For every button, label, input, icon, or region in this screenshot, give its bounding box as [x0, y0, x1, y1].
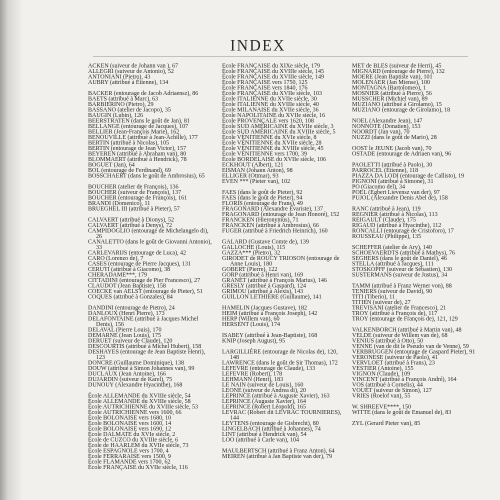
index-entry: VERBRUGGEN (entourage de Gaspard Pieter), 91 — [352, 348, 476, 355]
index-letter-group — [222, 448, 348, 459]
index-entry: ISABEY (attribué à Jean-Baptiste), 168 — [222, 331, 318, 339]
index-entry: TAMM (attribué à Franz Werner von), 88 — [352, 282, 452, 289]
index-entry: OSTADE (entourage de Adriaen van), 96 — [352, 150, 452, 157]
index-entry: GRESLY (attribué à Gaspard), 124 — [222, 282, 306, 289]
index-letter-group — [222, 349, 348, 443]
index-entry: SCHOEVAERDTS (attribué à Mathys), 76 — [352, 249, 456, 256]
index-entry: CERUTI (attribué à Giacomo), 38 — [88, 265, 171, 273]
index-entry: TITI (Tiberio), 11 — [352, 293, 396, 300]
index-entry: CALVAERT (attribué à Denys), 72 — [88, 221, 173, 229]
index-entry: POEL (Egbert Lievensz van der), 97 — [352, 188, 440, 196]
index-entry: STELLA (attribué à Jacques), 111 — [352, 260, 434, 267]
index-entry: École MILANAISE du XVIIe siècle, 36 — [222, 106, 319, 113]
index-entry: DUCLAUX (Jean Antoine), 166 — [88, 370, 166, 377]
index-letter-group — [352, 162, 478, 201]
index-entry: PIGNONI (attribué à Simone), 31 — [352, 177, 434, 185]
index-entry: EVEN *** (Pieter van), 102 — [222, 177, 291, 185]
index-entry: CARO (Lorenzo de), 7 — [88, 254, 144, 262]
index-entry: BELLANGE (entourage de Jacques), 107 — [88, 122, 189, 130]
index-entry: MUZIANO (attribué à Girolamo), 15 — [352, 100, 442, 108]
index-letter-group — [352, 421, 478, 427]
index-entry: DANLOUX (Henri Pierre), 173 — [88, 309, 165, 317]
index-entry: École BOLONAISE vers 1600, 14 — [88, 419, 172, 427]
index-entry: VOS (attribué à Cornelis), 44 — [352, 381, 423, 388]
index-entry: ACKEN (suiveur de Johann van ), 67 — [88, 63, 179, 69]
index-entry: GALARD (Gustave Comte de), 139 — [222, 238, 309, 245]
index-letter-group — [352, 283, 478, 322]
index-entry: NOEL (Alexandre Jean), 147 — [352, 117, 423, 124]
index-entry: LARGILLIÈRE (entourage de Nicolas de), 120, 148 — [222, 348, 338, 361]
index-entry: École FERRARAISE vers 1500, 9 — [88, 452, 171, 460]
index-entry: GUILLON LETHIÈRE (Guillaume), 141 — [222, 293, 322, 300]
index-entry: ECKHOUT (Albert), 121 — [222, 161, 284, 168]
index-entry: BERTIN (entourage de Jean Victor), 157 — [88, 144, 187, 152]
index-entry: CARLEVARIJS (entourage de Luca), 42 — [88, 249, 187, 256]
index-entry: MET de BLES (suiveur de Herri), 45 — [352, 63, 442, 69]
index-entry: HEIM (attribué à François Joseph), 142 — [222, 309, 318, 317]
index-letter-group — [88, 91, 214, 179]
index-entry: MONTAGNA (Bartolomeo), 1 — [352, 84, 427, 91]
index-entry: REGNIER (attribué à Nicolas), 113 — [352, 210, 438, 218]
index-entry: GAZZA*** (Pietro), 32 — [222, 249, 281, 256]
index-entry: FLORIS (entourage de Frans), 49 — [222, 199, 303, 207]
index-entry: MUSSCHER (Michiel van), 89 — [352, 95, 428, 102]
index-entry: École AUTRICHIENNE vers 1600, 66 — [88, 408, 182, 416]
index-entry: ALLEGRI (suiveur de Antonio), 52 — [88, 67, 174, 75]
index-entry: École NAPOLITAINE du XVIIe siècle, 16 — [222, 111, 326, 119]
index-entry: École de HAARLEM du XVIIe siècle, 73 — [88, 441, 189, 449]
index-letter-group — [222, 63, 348, 184]
index-entry: LEONE (suiveur de Andrea di), 20 — [222, 386, 306, 394]
index-entry: CASES (entourage de Pierre Jacques), 131 — [88, 260, 191, 267]
index-entry: École FRANÇAISE vers 1750, 125 — [222, 78, 308, 86]
index-entry: VOUET (suiveur de Simon), 127 — [352, 386, 432, 394]
index-entry: École BOLONAISE vers 1680, 10 — [88, 414, 172, 421]
index-entry: VERONESE (suiveur de Paolo), 41 — [352, 353, 438, 361]
index-entry: CANALETTO (dans le goût de Giovanni Antonio), 33 — [88, 238, 212, 251]
index-entry: COQUES (attribué à Gonzales), 84 — [88, 293, 173, 300]
index-entry: LAWRENCE (dans le goût de Sir Thomas), 172 — [222, 359, 338, 366]
index-entry: École FRANÇAISE du XVIIIe siècle, 149 — [222, 73, 324, 80]
index-entry: SEGHERS (dans le goût de Daniel), 46 — [352, 254, 447, 262]
index-entry: FAES (dans le goût de Pieter), 92 — [222, 188, 303, 196]
index-entry: VENNE (van de dit le Pseudo van de Venne), 59 — [352, 342, 469, 350]
index-entry: NUZZI (dans le goût de Mario), 28 — [352, 133, 437, 141]
index-entry: CHERADAME***, 179 — [88, 271, 148, 278]
index-entry: LEFEVRE (Robert), 178 — [222, 370, 283, 377]
index-entry: PO (Giacomo del), 34 — [352, 183, 405, 190]
index-entry: DELAFONTAINE (attribué à Jacques Michel Denis), 156 — [88, 315, 199, 328]
index-entry: BERTIN (attribué à Nicolas), 105 — [88, 139, 170, 146]
index-entry: École DALMATE du XVIe siècle, 2 — [88, 430, 176, 438]
page-title: INDEX — [230, 36, 286, 54]
index-entry: FRAGONARD (Alexandre Évariste), 137 — [222, 205, 323, 212]
index-entry: GIRODET de ROUCY TRIOSON (entourage de Anne Louis), 180 — [222, 254, 340, 267]
index-entry: DERUET (suiveur de Claude), 120 — [88, 337, 173, 344]
index-entry: BOUCHER (suiveur de François), 137 — [88, 188, 182, 196]
index-entry: BACKER (entourage de Jacob Adriaensz), 86 — [88, 89, 199, 97]
index-entry: MOLENAER (Jan Miense), 100 — [352, 78, 430, 86]
index-entry: VENIUS (attribué à Otto), 50 — [352, 337, 424, 344]
index-entry: MUZIANO (entourage de Girolamo), 18 — [352, 106, 451, 113]
index-entry: BEERSTRATEN (dans le goût de Jan), 81 — [88, 117, 190, 124]
index-entry: École FRANÇAISE du XVIIe siècle, 103 — [222, 89, 322, 97]
index-entry: École SUD AMÉRICAINE du XVIIe siècle, 3 — [222, 122, 334, 130]
index-entry: BOUCHER (entourage de François), 161 — [88, 194, 188, 201]
index-entry: STOSKOPFF (suiveur de Sébastien), 130 — [352, 265, 453, 273]
index-entry: FRAGONARD (entourage de Jean Honoré), 152 — [222, 210, 340, 218]
index-entry: LEPRINCE (attribué à Auguste Xavier), 163 — [222, 392, 330, 399]
index-letter-group — [352, 404, 478, 415]
index-entry: VERVLOET (attribué à Frans), 23 — [352, 359, 435, 366]
index-entry: BAUGIN (Lubin), 126 — [88, 111, 144, 119]
index-letter-group — [88, 217, 214, 300]
index-entry: TROY (attribué à François de), 117 — [352, 309, 438, 317]
index-column-2 — [222, 63, 348, 496]
index-entry: KNIP (Joseph August), 95 — [222, 337, 286, 344]
index-letter-group — [352, 327, 478, 399]
index-entry: GRANET (attribué à François Marius), 146 — [222, 276, 327, 284]
index-entry: VRIES (Roelof van), 55 — [352, 392, 411, 399]
index-letter-group — [222, 239, 348, 300]
index-entry: TENIERS (suiveur de David), 90 — [352, 287, 433, 295]
index-column-1 — [88, 63, 214, 496]
index-letter-group — [352, 63, 478, 113]
index-entry: VIGNON (Claude), 109 — [352, 370, 411, 377]
index-entry: SCHEFFER (atelier de Ary), 140 — [352, 243, 432, 251]
index-entry: VALKENBORCH (attribué à Martin van), 48 — [352, 326, 462, 333]
index-entry: VELDE (suiveur de Willem van de), 68 — [352, 331, 448, 339]
index-entry: École PROVENÇALE vers 1620, 108 — [222, 117, 314, 124]
index-entry: PUJOL (Alexandre Denis Abel de), 158 — [352, 194, 448, 201]
index-entry: LEYTENS (entourage de Gisbrecht), 80 — [222, 419, 319, 427]
index-entry: GALLOCHE (Louis), 115 — [222, 243, 286, 251]
index-entry: W. SHREEVE****, 150 — [352, 403, 412, 410]
index-entry: CLAUDOT (Jean Baptiste), 158 — [88, 282, 166, 289]
index-entry: PAOLETTI (attribué à Paolo), 30 — [352, 161, 433, 168]
index-entry: LINGELBACH (attribué à Johannes), 74 — [222, 425, 321, 432]
index-entry: LE NAIN (suiveur de Louis), 160 — [222, 381, 304, 388]
index-entry: MOERE (Jean Baptiste van), 101 — [352, 73, 433, 80]
index-entry: École BORDELAISE du XVIIe siècle, 106 — [222, 155, 326, 163]
index-entry: École ESPAGNOLE vers 1700, 4 — [88, 447, 169, 454]
index-entry: COECKE van AELST (entourage de Pieter), 51 — [88, 287, 203, 295]
index-entry: RONCALLI (entourage de Cristoforo), 17 — [352, 227, 454, 234]
index-entry: GORP (attribué à Henri van), 169 — [222, 271, 304, 278]
index-letter-group — [352, 146, 478, 157]
index-entry: VINCENT (attribué à François André), 164 — [352, 375, 457, 383]
index-entry: MOSNIER (attribué à Pierre), 56 — [352, 89, 432, 97]
index-entry: WITTE (dans le goût de Emanuel de), 83 — [352, 408, 452, 416]
index-entry: LEHMANN (Henri), 183 — [222, 375, 284, 383]
index-entry: TREVISANI (atelier de Francesco), 21 — [352, 304, 447, 311]
index-entry: CALVAERT (attribué à Dionys), 52 — [88, 216, 175, 223]
index-entry: École VÉNITIENNE du XVIIIe siècle, 45 — [222, 144, 324, 152]
index-entry: FRANCKEN (attribué à Ambrosius), 66 — [222, 221, 319, 229]
index-entry: École ALLEMANDE du XVIIIe siècle, 54 — [88, 392, 191, 399]
index-entry: École AUTRICHIENNE du XVIIIe siècle, 53 — [88, 403, 198, 410]
index-entry: SUSTERMANS (suiveur de Justus), 34 — [352, 271, 448, 278]
index-entry: RANC (attribué à Jean), 119 — [352, 205, 421, 212]
index-letter-group — [88, 393, 214, 470]
index-entry: BEYEREN (attribué à Abraham van), 80 — [88, 150, 187, 157]
index-letter-group — [222, 333, 348, 344]
index-entry: École ITALIENNE du XVIIe siècle, 30 — [222, 95, 317, 102]
index-entry: NOORDT (Jan van), 70 — [352, 128, 410, 135]
index-entry: École FRANÇAISE du XVIIe siècle, 116 — [88, 463, 188, 471]
index-entry: BLOMMAERT (attribué à Hendrick), 78 — [88, 155, 187, 163]
index-entry: BRUEGHEL III (attribué à Pieter), 57 — [88, 205, 180, 212]
index-entry: BOSSCHAERT (dans le goût de Ambrosius), 65 — [88, 172, 205, 179]
index-entry: École FLAMANDE vers 1700, 62 — [88, 458, 171, 465]
index-entry: École SUD AMÉRICAINE du XVIIIe siècle, 5 — [222, 128, 336, 135]
index-entry: DUJARDIN (suiveur de Karel), 75 — [88, 375, 173, 383]
index-entry: DELAVAL (Pierre Louis), 170 — [88, 326, 162, 333]
index-entry: DONCRE (Guillaume Dominique), 138 — [88, 359, 184, 366]
index-letter-group — [88, 305, 214, 388]
index-entry: MEIREN (attribué à Jan Baptiste van der), 79 — [222, 452, 332, 460]
index-letter-group — [222, 305, 348, 327]
index-entry: BRANDI (Domenico), 11 — [88, 199, 151, 207]
index-entry: PARROCEL (Étienne), 118 — [352, 166, 419, 174]
index-entry: CAMPIDOGLIO (entourage de Michelangelo di), 26 — [88, 227, 209, 240]
index-entry: LEPRINCE (Robert Léopold), 165 — [222, 403, 306, 410]
index-entry: BASSANO (atelier de Jacopo), 35 — [88, 106, 171, 113]
index-entry: École VÉNITIENNE du XVIIe siècle, 28 — [222, 139, 322, 146]
index-entry: BELLIER (Jean-François Marie), 162 — [88, 128, 180, 135]
index-entry: École ITALIENNE du XVIIIe siècle, 40 — [222, 100, 319, 108]
index-entry: DUNOUY (Alexandre Hyacinthe), 168 — [88, 381, 183, 388]
index-entry: LINT (attribué à Hendrick van), 54 — [222, 430, 307, 438]
index-entry: LOO (attribué à Carle van), 104 — [222, 436, 299, 443]
index-entry: LEVRAC (Robert dit LEVRAC TOURNIERES), 144 — [222, 408, 342, 421]
index-entry: DESCOURTIS (attribué à Michel Hubert), 158 — [88, 342, 202, 350]
index-entry: École ALLEMANDE du XVIIIe siècle, 58 — [88, 397, 191, 405]
index-entry: BOL (entourage de Ferdinand), 69 — [88, 166, 171, 174]
binding-shadow — [0, 0, 23, 500]
index-entry: RIGAUD (attribué à Hyacinthe), 112 — [352, 221, 442, 229]
index-entry: LEPRINCE (Auguste Xavier), 164 — [222, 397, 306, 405]
index-entry: FRANCKEN (Hieronymus), 71 — [222, 216, 299, 223]
index-entry: VESTIER (Antoine), 155 — [352, 364, 414, 372]
header-rule — [93, 56, 468, 57]
index-entry: OOST le JEUNE (Jacob van), 70 — [352, 144, 432, 152]
index-entry: AUBRY (attribué à Étienne), 134 — [88, 78, 169, 86]
index-entry: FAES (dans le goût de Pieter), 94 — [222, 194, 303, 201]
index-entry: GOBERT (Pierre), 122 — [222, 265, 278, 273]
index-entry: BOUCHER (atelier de François), 136 — [88, 183, 179, 190]
index-entry: DESHAYES (entourage de Jean Baptiste Henri), 123 — [88, 348, 206, 361]
index-entry: TROY (entourage de François de), 121, 129 — [352, 315, 458, 322]
index-entry: DANDINI (entourage de Pietro), 24 — [88, 304, 175, 311]
index-entry: ROUSSEAU (Philippe), 135 — [352, 232, 422, 240]
index-entry: FUGER (attribué à Friedrich Heinrich), 160 — [222, 227, 328, 234]
index-entry: MIGNARD (entourage de Pierre), 132 — [352, 67, 445, 75]
index-entry: École BOLONAISE vers 1690, 12 — [88, 425, 172, 432]
index-entry: PIAZZA DA LODI (entourage de Callisto), 19 — [352, 172, 465, 179]
index-entry: BAETS (attribué à Marc), 63 — [88, 95, 159, 102]
index-entry: LEFEVRE (entourage de Claude), 133 — [222, 364, 316, 372]
index-entry: BARBIERINO (Pietro), 29 — [88, 100, 154, 108]
index-entry: EISMAN (Johann Anton), 98 — [222, 166, 293, 174]
index-letter-group — [222, 190, 348, 234]
index-letter-group — [352, 245, 478, 278]
index-entry: NONNOTE (Donatien), 153 — [352, 122, 421, 130]
index-entry: École de CUZCO du XVIIIe siècle, 6 — [88, 436, 179, 443]
index-entry: ELLIGER (Ottmar), 93 — [222, 172, 279, 179]
index-letter-group — [352, 118, 478, 140]
index-column-3 — [352, 63, 478, 496]
index-letter-group — [88, 63, 214, 85]
index-entry: École FRANÇAISE du XIXe siècle, 179 — [222, 63, 320, 69]
index-entry: HERP (Willem van), 60 — [222, 315, 280, 322]
index-letter-group — [88, 184, 214, 212]
index-entry: École FRANÇAISE du XVIIIe siècle, 145 — [222, 67, 324, 75]
index-entry: GRIMOU (attribué à Alexis), 143 — [222, 287, 304, 295]
index-entry: HAMELIN (Jacques Gustave), 182 — [222, 304, 307, 311]
index-entry: TITIEN (suiveur de), 27 — [352, 298, 411, 306]
index-entry: ZYL (Gerard Pieter van), 85 — [352, 419, 421, 427]
index-entry: ANTONIANI (Pietro), 43 — [88, 73, 151, 80]
index-entry: DEMARNE (Jean Louis), 175 — [88, 331, 161, 339]
index-entry: HERSENT (Louis), 174 — [222, 320, 281, 328]
index-entry: École VÉNITIENNE du XVIe siècle, 8 — [222, 133, 317, 141]
index-entry: DOUW (attribué à Simon Johannes van), 99 — [88, 364, 195, 372]
index-entry: École VÉNITIENNE vers 1700, 39 — [222, 150, 308, 157]
index-entry: REIGAULT (Claude), 175 — [352, 216, 416, 223]
index-entry: CITTADINI (entourage de Pier Francesco), 27 — [88, 276, 201, 284]
index-entry: École FRANÇAISE vers 1840, 176 — [222, 84, 308, 91]
index-entry: MAULBERTSCH (attribué à Franz Anton), 64 — [222, 447, 335, 454]
index-entry: BENOUVILLE (attribué à Jean-Achille), 177 — [88, 133, 198, 141]
index-letter-group — [352, 206, 478, 239]
index-entry: BOGUET (Jan), 64 — [88, 161, 135, 168]
